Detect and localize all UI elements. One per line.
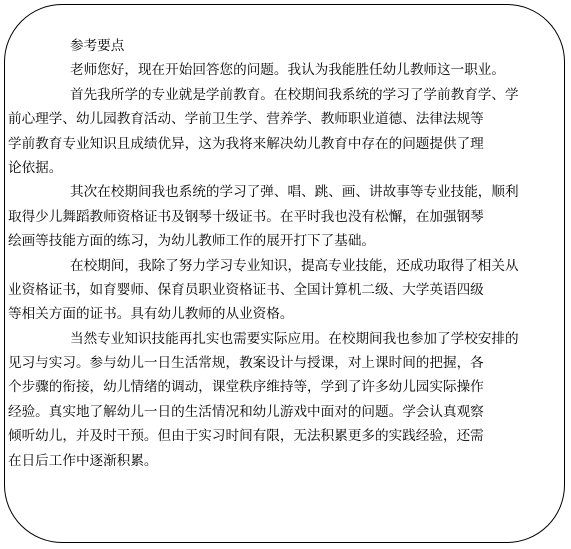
answer-text-block [8,34,526,473]
text-line: 学前教育专业知识且成绩优异，这为我将来解决幼儿教育中存在的问题提供了理 [8,135,484,152]
text-line: 其次在校期间我也系统的学习了弹、唱、跳、画、讲故事等专业技能，顺利 [70,184,519,201]
text-line: 前心理学、幼儿园教育活动、学前卫生学、营养学、教师职业道德、法律法规等 [8,111,484,128]
text-line: 老师您好，现在开始回答您的问题。我认为我能胜任幼儿教师这一职业。 [70,62,505,79]
heading-reference-points: 参考要点 [70,38,125,54]
text-line: 论依据。 [8,159,63,176]
text-line: 取得少儿舞蹈教师资格证书及钢琴十级证书。在平时我也没有松懈，在加强钢琴 [8,208,484,225]
text-line: 个步骤的衔接，幼儿情绪的调动，课堂秩序维持等，学到了许多幼儿园实际操作 [8,379,484,396]
text-line: 倾听幼儿，并及时干预。但由于实习时间有限，无法积累更多的实践经验，还需 [8,428,484,445]
text-line: 首先我所学的专业就是学前教育。在校期间我系统的学习了学前教育学、学 [70,86,519,103]
text-line: 经验。真实地了解幼儿一日的生活情况和幼儿游戏中面对的问题。学会认真观察 [8,403,484,420]
text-line: 在校期间，我除了努力学习专业知识，提高专业技能，还成功取得了相关从 [70,257,519,274]
text-line: 业资格证书，如育婴师、保育员职业资格证书、全国计算机二级、大学英语四级 [8,281,484,298]
text-line: 当然专业知识技能再扎实也需要实际应用。在校期间我也参加了学校安排的 [70,330,519,347]
text-line: 等相关方面的证书。具有幼儿教师的从业资格。 [8,306,294,323]
text-line: 见习与实习。参与幼儿一日生活常规，教案设计与授课，对上课时间的把握，各 [8,355,484,372]
text-line: 在日后工作中逐渐积累。 [8,452,158,469]
text-line: 绘画等技能方面的练习，为幼儿教师工作的展开打下了基础。 [8,233,376,250]
